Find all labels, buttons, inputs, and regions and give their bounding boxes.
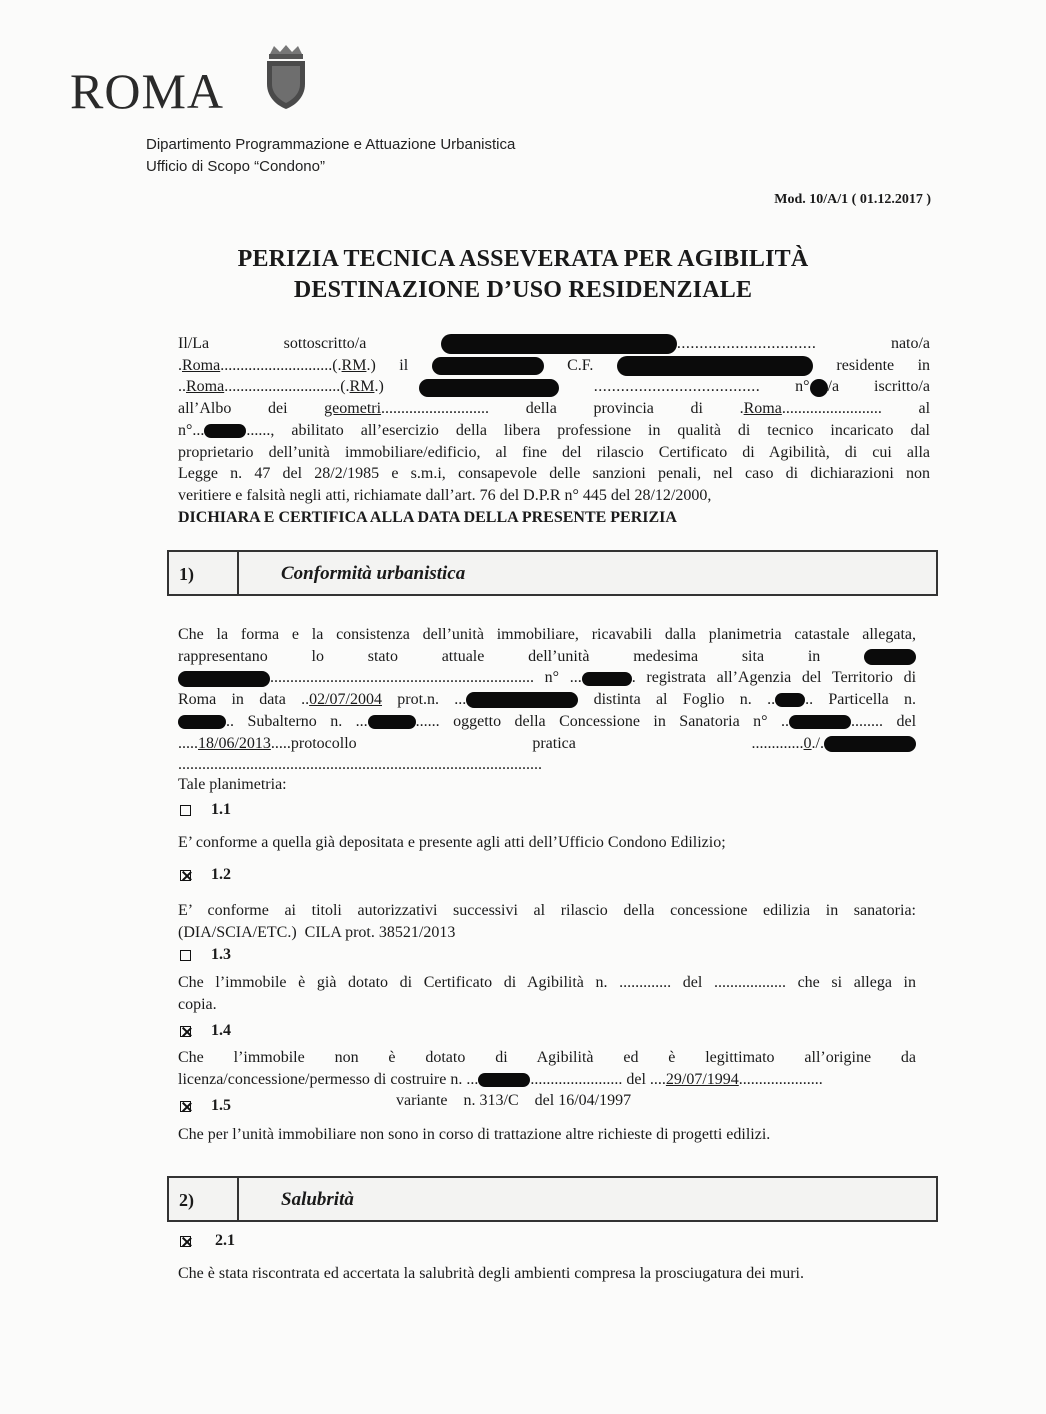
- redaction-civic: [582, 672, 632, 686]
- intro-text: /a iscritto/a: [827, 378, 931, 396]
- intro-line-6: proprietario dell’unità immobiliare/edificio, al fine del rilascio Certificato di Agibilità, di cui alla: [178, 443, 930, 461]
- redaction-number: [810, 379, 828, 397]
- s1-text: n°: [544, 669, 560, 687]
- s1-text: in: [807, 647, 821, 665]
- option-1-3-text: [178, 972, 916, 1015]
- model-code: Mod. 10/A/1 ( 01.12.2017 ): [774, 192, 931, 207]
- option-1-5[interactable]: [180, 1097, 231, 1115]
- residence-province: RM: [349, 378, 375, 396]
- option-number: 1.4: [211, 1022, 231, 1039]
- s1-text: licenza/concessione/permesso di costruire n.: [178, 1070, 463, 1088]
- option-number: 1.3: [211, 946, 231, 963]
- s1-line-3: .................................................................. n° ... . registrata all’Agenzia del Territorio di: [178, 667, 916, 689]
- s1-text: del: [896, 712, 917, 730]
- roma-logo-text: ROMA: [70, 63, 225, 119]
- s1-line-2: [178, 646, 916, 668]
- section-2-header: [167, 1176, 938, 1222]
- office-name: Ufficio di Scopo “Condono”: [146, 158, 325, 175]
- checkbox-1-3[interactable]: [180, 950, 191, 961]
- intro-text: all’Albo dei: [178, 400, 288, 418]
- title-line-2: DESTINAZIONE D’USO RESIDENZIALE: [293, 277, 753, 303]
- s1-text: sita: [741, 647, 765, 665]
- register-city: Roma: [743, 400, 782, 418]
- section-2-title: Salubrità: [281, 1189, 354, 1210]
- s1-text: distinta al Foglio n.: [593, 691, 752, 709]
- section-1-title: Conformità urbanistica: [281, 563, 466, 584]
- section-1-header: [167, 550, 938, 596]
- option-1-2[interactable]: [180, 866, 231, 884]
- option-1-3[interactable]: [180, 946, 231, 964]
- redaction-subalterno: [368, 715, 416, 729]
- intro-line-2: .Roma............................(.RM.) il C.F. residente in: [178, 355, 930, 377]
- department-name: Dipartimento Programmazione e Attuazione Urbanistica: [146, 136, 516, 153]
- department-block: [146, 134, 515, 178]
- intro-text: della provincia di: [525, 400, 703, 418]
- registration-date: 02/07/2004: [309, 691, 382, 709]
- intro-text: Il/La: [178, 335, 210, 352]
- checkbox-1-5[interactable]: [180, 1101, 191, 1112]
- declaration: DICHIARA E CERTIFICA ALLA DATA DELLA PRESENTE PERIZIA: [178, 508, 677, 526]
- roma-crest-icon: [262, 44, 310, 110]
- option-1-3-line-2: copia.: [178, 995, 217, 1013]
- register-type: geometri: [324, 400, 382, 418]
- intro-line-8: veritiere e falsità negli atti, richiamate dall’art. 76 del D.P.R n° 445 del 28/12/2000,: [178, 486, 712, 504]
- intro-text: sottoscritto/a: [283, 335, 367, 352]
- intro-line-1: [178, 333, 930, 355]
- s1-text: Subalterno n.: [247, 712, 343, 730]
- intro-line-7: Legge n. 47 del 28/2/1985 e s.m.i, consapevole delle sanzioni penali, nel caso di dichiarazioni non: [178, 465, 930, 483]
- section-1-number: 1): [169, 552, 239, 594]
- checkbox-1-2[interactable]: [180, 870, 191, 881]
- s1-text: protocollo pratica: [290, 734, 576, 752]
- s1-text: oggetto della Concessione in Sanatoria n°: [453, 712, 768, 730]
- redaction-practice: [824, 736, 916, 752]
- variante-line: variante n. 313/C del 16/04/1997: [396, 1092, 632, 1109]
- s1-text: (DIA/SCIA/ETC.): [178, 923, 297, 941]
- redaction-street: [864, 649, 916, 665]
- redaction-permit-number: [478, 1073, 530, 1087]
- redaction-prot-number: [466, 692, 578, 708]
- s1-line-5: .. Subalterno n. ... ...... oggetto della Concessione in Sanatoria n° .. ........ del: [178, 711, 916, 733]
- cila-reference: CILA prot. 38521/2013: [304, 923, 456, 941]
- intro-text: nato/a: [890, 335, 931, 352]
- checkbox-2-1[interactable]: [180, 1236, 191, 1247]
- s1-text: stato: [367, 647, 398, 665]
- option-1-4-text: [178, 1047, 916, 1090]
- redaction-street-2: [178, 671, 270, 687]
- title-line-1: PERIZIA TECNICA ASSEVERATA PER AGIBILITÀ: [237, 246, 809, 272]
- redaction-fiscal-code: [617, 356, 813, 376]
- s1-text: medesima: [633, 647, 699, 665]
- redaction-register-number: [204, 424, 246, 438]
- s1-text: prot.n.: [397, 691, 440, 709]
- practice-number: 0: [803, 734, 812, 752]
- option-1-4-line-1: Che l’immobile non è dotato di Agibilità ed è legittimato all’origine da: [178, 1049, 916, 1066]
- section-2-number: 2): [169, 1178, 239, 1220]
- option-1-2-line-1: E’ conforme ai titoli autorizzativi successivi al rilascio della concessione edilizia in sanatoria:: [178, 902, 916, 919]
- intro-line-5: n°... ......, abilitato all’esercizio della libera professione in qualità di tecnico incaricato dal: [178, 421, 930, 439]
- s1-text: del: [626, 1070, 646, 1088]
- s1-line-1: Che la forma e la consistenza dell’unità immobiliare, ricavabili dalla planimetria catastale allegata,: [178, 626, 916, 643]
- s1-line-6: .....18/06/2013.....protocollo pratica .............0./............................................................................................: [178, 733, 916, 776]
- s1-text: Roma in data: [178, 691, 286, 709]
- s1-text: dell’unità: [528, 647, 590, 665]
- option-number: 2.1: [215, 1232, 235, 1249]
- intro-text: n°: [178, 421, 193, 439]
- option-1-2-text: [178, 900, 916, 943]
- redaction-foglio: [775, 693, 805, 707]
- option-number: 1.1: [211, 801, 231, 818]
- redaction-name: ...............................: [441, 335, 817, 352]
- option-1-4-line-2: licenza/concessione/permesso di costruire n. ... ....................... del ....29/07/1994.....................: [178, 1070, 823, 1088]
- concession-date: 18/06/2013: [198, 734, 271, 752]
- checkbox-1-1[interactable]: [180, 805, 191, 816]
- s1-line-4: Roma in data ..02/07/2004 prot.n. ... distinta al Foglio n. .. .. Particella n.: [178, 691, 917, 709]
- option-2-1-text: Che è stata riscontrata ed accertata la salubrità degli ambienti compresa la prosciugatura dei muri.: [178, 1265, 804, 1282]
- s1-text: attuale: [441, 647, 485, 665]
- intro-text: il: [399, 356, 409, 374]
- option-number: 1.2: [211, 866, 231, 883]
- s1-text: rappresentano: [178, 647, 268, 665]
- s1-text: registrata all’Agenzia del Territorio di: [646, 669, 917, 687]
- intro-text: C.F.: [567, 356, 594, 374]
- intro-text: abilitato all’esercizio della libera professione in qualità di tecnico incaricato dal: [291, 421, 930, 439]
- redaction-concession: [789, 715, 851, 729]
- option-1-5-text: Che per l’unità immobiliare non sono in corso di trattazione altre richieste di progetti edilizi.: [178, 1126, 771, 1143]
- intro-line-4: all’Albo dei geometri........................... della provincia di .Roma......................... al: [178, 400, 931, 418]
- intro-text: n°: [795, 378, 810, 396]
- permit-date: 29/07/1994: [665, 1070, 739, 1088]
- option-1-1[interactable]: [180, 801, 231, 819]
- s1-text: Particella n.: [828, 691, 917, 709]
- tale-planimetria: Tale planimetria:: [178, 776, 287, 793]
- s1-text: lo: [311, 647, 324, 665]
- option-number: 1.5: [211, 1097, 231, 1114]
- option-1-2-line-2: [178, 922, 916, 943]
- option-1-1-text: E’ conforme a quella già depositata e presente agli atti dell’Ufficio Condono Edilizio;: [178, 834, 726, 851]
- intro-line-3: ..Roma.............................(.RM.) ..................................... n° /a iscritto/a: [178, 378, 931, 396]
- section-1-paragraph: [178, 624, 916, 776]
- option-1-3-line-1: Che l’immobile è già dotato di Certificato di Agibilità n. ............. del .................. che si allega in: [178, 974, 916, 991]
- redaction-particella: [178, 715, 226, 729]
- document-title: [0, 244, 1046, 306]
- birth-province: RM: [341, 356, 367, 374]
- checkbox-1-4[interactable]: [180, 1026, 191, 1037]
- intro-text: residente in: [836, 356, 931, 374]
- option-2-1[interactable]: [180, 1232, 235, 1250]
- redaction-address: [419, 379, 559, 397]
- intro-text: al: [918, 400, 931, 418]
- redaction-birthdate: [432, 357, 544, 375]
- birth-city: Roma: [182, 356, 221, 374]
- residence-city: Roma: [186, 378, 225, 396]
- option-1-4[interactable]: [180, 1022, 231, 1040]
- intro-paragraph: [178, 333, 930, 528]
